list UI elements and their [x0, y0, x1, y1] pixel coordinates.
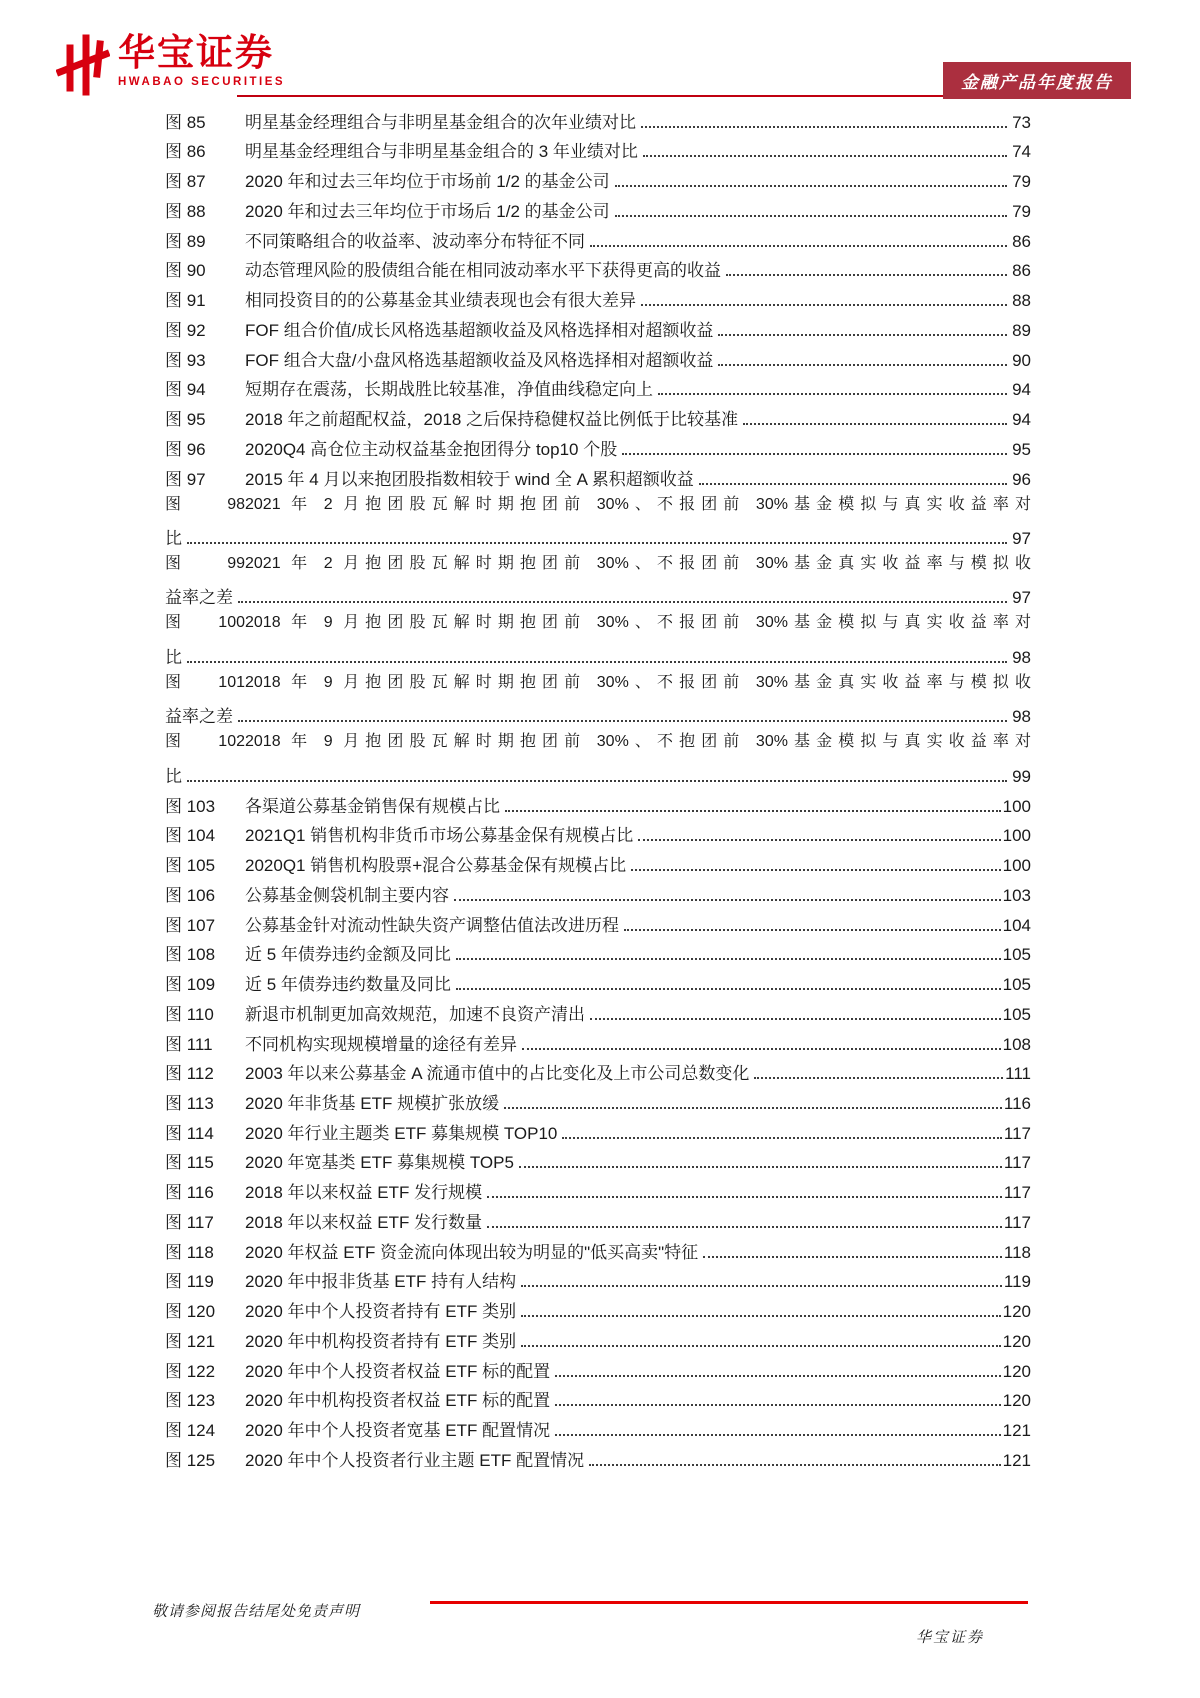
page-number: 104: [1002, 915, 1031, 935]
figure-title: 2021Q1 销售机构非货币市场公募基金保有规模占比: [245, 826, 634, 846]
dot-leader: [521, 1345, 1001, 1347]
figure-title: 2020 年和过去三年均位于市场前 1/2 的基金公司: [245, 172, 610, 192]
toc-entry: [165, 222, 1031, 252]
toc-entry: [165, 311, 1031, 341]
toc-entry: [165, 400, 1031, 430]
figure-label: 图 116: [165, 1183, 214, 1203]
page-number: 100: [1002, 856, 1031, 876]
page-number: 120: [1002, 1302, 1031, 1322]
figure-title: 2020 年权益 ETF 资金流向体现出较为明显的"低买高卖"特征: [245, 1242, 699, 1262]
figure-title: 新退市机制更加高效规范，加速不良资产清出: [245, 1004, 585, 1024]
page-number: 79: [1012, 172, 1031, 192]
figure-title: 2018 年 9 月抱团股瓦解时期抱团前 30%、不抱团前 30%基金模拟与真实收益率对: [245, 733, 1031, 751]
dot-leader: [743, 423, 1007, 425]
toc-entry: [165, 876, 1031, 906]
figure-title: 近 5 年债券违约金额及同比: [245, 945, 451, 965]
figure-label: 图 114: [165, 1123, 214, 1143]
toc-list: [165, 103, 1031, 1471]
toc-entry: [165, 133, 1031, 163]
toc-entry-continuation: [165, 519, 1031, 549]
footer-brand-text: 华宝证券: [916, 1629, 985, 1646]
toc-entry: [165, 460, 1031, 490]
figure-label: 图 119: [165, 1272, 214, 1292]
dot-leader: [718, 364, 1007, 366]
figure-title: 公募基金针对流动性缺失资产调整估值法改进历程: [245, 915, 619, 935]
figure-label: 图 99: [165, 555, 245, 573]
figure-label: 图 89: [165, 231, 206, 251]
figure-title-continued: 益率之差: [165, 588, 233, 608]
figure-title: 2020 年中报非货基 ETF 持有人结构: [245, 1272, 517, 1292]
dot-leader: [505, 810, 1001, 812]
figure-title: 各渠道公募基金销售保有规模占比: [245, 796, 500, 816]
toc-entry: [165, 1263, 1031, 1293]
figure-title: 2021 年 2 月抱团股瓦解时期抱团前 30%、不报团前 30%基金真实收益率与模拟收: [245, 555, 1031, 573]
dot-leader: [631, 869, 1000, 871]
figure-label: 图 113: [165, 1093, 214, 1113]
logo-english-text: HWABAO SECURITIES: [118, 76, 286, 88]
page-number: 98: [1012, 707, 1031, 727]
figure-title: 2020 年行业主题类 ETF 募集规模 TOP10: [245, 1123, 558, 1143]
figure-label: 图 111: [165, 1034, 213, 1054]
toc-entry: [165, 1292, 1031, 1322]
figure-title: 2020 年非货基 ETF 规模扩张放缓: [245, 1093, 500, 1113]
page-number: 111: [1005, 1064, 1031, 1084]
toc-entry: [165, 1055, 1031, 1085]
toc-entry: [165, 549, 1031, 579]
dot-leader: [555, 1404, 1001, 1406]
dot-leader: [590, 245, 1007, 247]
toc-entry: [165, 787, 1031, 817]
dot-leader: [519, 1166, 1002, 1168]
figure-label: 图 122: [165, 1361, 216, 1381]
figure-title: 短期存在震荡，长期战胜比较基准，净值曲线稳定向上: [245, 380, 653, 400]
page-number: 117: [1003, 1183, 1031, 1203]
logo-text-block: [118, 34, 285, 88]
figure-title: 不同机构实现规模增量的途径有差异: [245, 1034, 517, 1054]
figure-label: 图 123: [165, 1391, 216, 1411]
figure-label: 图 112: [165, 1064, 214, 1084]
hwabao-logo-icon: [56, 34, 110, 96]
toc-entry: [165, 846, 1031, 876]
figure-label: 图 98: [165, 495, 245, 513]
toc-entry: [165, 1411, 1031, 1441]
figure-title: 2018 年 9 月抱团股瓦解时期抱团前 30%、不报团前 30%基金模拟与真实收益率对: [245, 614, 1031, 632]
toc-entry: [165, 936, 1031, 966]
page-number: 97: [1012, 529, 1031, 549]
toc-entry: [165, 1084, 1031, 1114]
dot-leader: [521, 1315, 1001, 1317]
dot-leader: [487, 1196, 1002, 1198]
page-number: 95: [1012, 439, 1031, 459]
figure-title: FOF 组合价值/成长风格选基超额收益及风格选择相对超额收益: [245, 320, 714, 340]
page-number: 97: [1012, 588, 1031, 608]
figure-title: 相同投资目的的公募基金其业绩表现也会有很大差异: [245, 291, 636, 311]
figure-label: 图 96: [165, 439, 206, 459]
toc-entry: [165, 1114, 1031, 1144]
dot-leader: [590, 1018, 1001, 1020]
page-number: 105: [1002, 1004, 1031, 1024]
figure-title: 动态管理风险的股债组合能在相同波动率水平下获得更高的收益: [245, 261, 721, 281]
figure-title: 近 5 年债券违约数量及同比: [245, 975, 451, 995]
figure-title: 2020 年和过去三年均位于市场后 1/2 的基金公司: [245, 201, 610, 221]
figure-title-continued: 比: [165, 529, 182, 549]
dot-leader: [454, 899, 1001, 901]
report-type-badge-label: 金融产品年度报告: [961, 73, 1113, 92]
figure-title: 2018 年 9 月抱团股瓦解时期抱团前 30%、不报团前 30%基金真实收益率与模拟收: [245, 673, 1031, 691]
dot-leader: [187, 542, 1007, 544]
toc-entry: [165, 668, 1031, 698]
figure-label: 图 107: [165, 915, 216, 935]
toc-entry-continuation: [165, 638, 1031, 668]
toc-entry: [165, 430, 1031, 460]
toc-entry: [165, 281, 1031, 311]
figure-label: 图 93: [165, 350, 206, 370]
figure-title: 2020 年中个人投资者持有 ETF 类别: [245, 1302, 517, 1322]
figure-label: 图 105: [165, 856, 216, 876]
toc-entry-continuation: [165, 579, 1031, 609]
dot-leader: [238, 720, 1007, 722]
figure-label: 图 95: [165, 410, 206, 430]
figure-title: 2020Q4 高仓位主动权益基金抱团得分 top10 个股: [245, 439, 618, 459]
figure-title: 2018 年以来权益 ETF 发行数量: [245, 1212, 483, 1232]
page-number: 79: [1012, 201, 1031, 221]
figure-label: 图 85: [165, 112, 206, 132]
dot-leader: [456, 988, 1001, 990]
toc-entry-continuation: [165, 698, 1031, 728]
figure-label: 图 108: [165, 945, 216, 965]
dot-leader: [589, 1464, 1001, 1466]
dot-leader: [615, 215, 1007, 217]
toc-entry: [165, 965, 1031, 995]
dot-leader: [562, 1137, 1002, 1139]
toc-entry: [165, 490, 1031, 520]
dot-leader: [238, 601, 1007, 603]
page-number: 105: [1002, 975, 1031, 995]
toc-entry: [165, 192, 1031, 222]
figure-title: 2021 年 2 月抱团股瓦解时期抱团前 30%、不报团前 30%基金模拟与真实收益率对: [245, 495, 1031, 513]
toc-entry: [165, 1203, 1031, 1233]
figure-label: 图 87: [165, 172, 206, 192]
figure-label: 图 90: [165, 261, 206, 281]
figure-title: 2020 年中机构投资者持有 ETF 类别: [245, 1331, 517, 1351]
report-type-badge: [943, 62, 1131, 99]
figure-label: 图 100: [165, 614, 245, 632]
figure-label: 图 109: [165, 975, 216, 995]
page-footer: [0, 1560, 1200, 1698]
figure-label: 图 125: [165, 1450, 216, 1470]
page-number: 88: [1012, 291, 1031, 311]
toc-entry: [165, 727, 1031, 757]
toc-entry: [165, 995, 1031, 1025]
toc-entry: [165, 817, 1031, 847]
page-number: 118: [1003, 1242, 1031, 1262]
page-number: 86: [1012, 261, 1031, 281]
figure-title-continued: 比: [165, 647, 182, 667]
figure-title-continued: 益率之差: [165, 707, 233, 727]
figure-label: 图 101: [165, 673, 245, 691]
page-number: 120: [1002, 1361, 1031, 1381]
figure-title: 2020 年宽基类 ETF 募集规模 TOP5: [245, 1153, 514, 1173]
dot-leader: [718, 334, 1007, 336]
toc-entry: [165, 103, 1031, 133]
dot-leader: [187, 661, 1007, 663]
dot-leader: [615, 185, 1007, 187]
toc-entry: [165, 608, 1031, 638]
toc-entry: [165, 1382, 1031, 1412]
figure-title: 2018 年之前超配权益，2018 之后保持稳健权益比例低于比较基准: [245, 410, 739, 430]
dot-leader: [641, 304, 1007, 306]
page-number: 98: [1012, 647, 1031, 667]
page-number: 117: [1003, 1123, 1031, 1143]
page-number: 99: [1012, 766, 1031, 786]
toc-entry: [165, 252, 1031, 282]
figure-label: 图 103: [165, 796, 216, 816]
toc-entry: [165, 1144, 1031, 1174]
figure-label: 图 115: [165, 1153, 214, 1173]
figure-title: 2015 年 4 月以来抱团股指数相较于 wind 全 A 累积超额收益: [245, 469, 694, 489]
dot-leader: [487, 1226, 1002, 1228]
dot-leader: [641, 126, 1007, 128]
figure-label: 图 120: [165, 1302, 216, 1322]
page-number: 116: [1003, 1093, 1031, 1113]
figure-label: 图 88: [165, 201, 206, 221]
toc-entry: [165, 1025, 1031, 1055]
dot-leader: [643, 155, 1007, 157]
toc-entry: [165, 371, 1031, 401]
figure-label: 图 118: [165, 1242, 214, 1262]
page-number: 121: [1002, 1421, 1031, 1441]
dot-leader: [726, 274, 1007, 276]
page-number: 105: [1002, 945, 1031, 965]
dot-leader: [699, 483, 1007, 485]
dot-leader: [624, 929, 1001, 931]
figure-title: 2020Q1 销售机构股票+混合公募基金保有规模占比: [245, 856, 627, 876]
figure-title: 明星基金经理组合与非明星基金组合的次年业绩对比: [245, 112, 636, 132]
header-rule: [237, 95, 943, 97]
dot-leader: [522, 1048, 1001, 1050]
figure-label: 图 110: [165, 1004, 214, 1024]
disclaimer-text: 敬请参阅报告结尾处免责声明: [152, 1603, 361, 1620]
figure-title: 不同策略组合的收益率、波动率分布特征不同: [245, 231, 585, 251]
figure-label: 图 121: [165, 1331, 216, 1351]
dot-leader: [187, 780, 1007, 782]
toc-entry: [165, 1352, 1031, 1382]
page-number: 96: [1012, 469, 1031, 489]
page-number: 120: [1002, 1391, 1031, 1411]
toc-entry: [165, 1173, 1031, 1203]
dot-leader: [622, 453, 1007, 455]
figure-title: FOF 组合大盘/小盘风格选基超额收益及风格选择相对超额收益: [245, 350, 714, 370]
dot-leader: [504, 1107, 1002, 1109]
figure-label: 图 91: [165, 291, 206, 311]
figure-label: 图 117: [165, 1212, 214, 1232]
figure-title: 2020 年中个人投资者权益 ETF 标的配置: [245, 1361, 551, 1381]
page-number: 90: [1012, 350, 1031, 370]
figure-label: 图 106: [165, 885, 216, 905]
figure-label: 图 104: [165, 826, 216, 846]
hwabao-logo: [56, 34, 285, 96]
page-number: 94: [1012, 410, 1031, 430]
dot-leader: [521, 1285, 1002, 1287]
figure-title: 2018 年以来权益 ETF 发行规模: [245, 1183, 483, 1203]
page-number: 100: [1002, 826, 1031, 846]
figure-title: 2020 年中个人投资者宽基 ETF 配置情况: [245, 1421, 551, 1441]
dot-leader: [658, 393, 1007, 395]
dot-leader: [754, 1077, 1003, 1079]
figure-label: 图 124: [165, 1421, 216, 1441]
page-number: 74: [1012, 142, 1031, 162]
page-number: 73: [1012, 112, 1031, 132]
toc-entry: [165, 1441, 1031, 1471]
figure-label: 图 92: [165, 320, 206, 340]
page-number: 117: [1003, 1212, 1031, 1232]
page-number: 121: [1002, 1450, 1031, 1470]
dot-leader: [555, 1434, 1001, 1436]
footer-rule: [430, 1601, 1028, 1604]
page-number: 100: [1002, 796, 1031, 816]
toc-entry: [165, 1233, 1031, 1263]
toc-entry-continuation: [165, 757, 1031, 787]
figure-title: 2020 年中机构投资者权益 ETF 标的配置: [245, 1391, 551, 1411]
figure-title: 2020 年中个人投资者行业主题 ETF 配置情况: [245, 1450, 585, 1470]
figure-title-continued: 比: [165, 766, 182, 786]
figure-label: 图 86: [165, 142, 206, 162]
dot-leader: [555, 1375, 1001, 1377]
page-number: 108: [1002, 1034, 1031, 1054]
page-number: 94: [1012, 380, 1031, 400]
page-number: 117: [1003, 1153, 1031, 1173]
figure-label: 图 102: [165, 733, 245, 751]
toc-entry: [165, 906, 1031, 936]
page-number: 120: [1002, 1331, 1031, 1351]
page-number: 86: [1012, 231, 1031, 251]
figure-title: 2003 年以来公募基金 A 流通市值中的占比变化及上市公司总数变化: [245, 1064, 750, 1084]
figure-label: 图 97: [165, 469, 206, 489]
dot-leader: [456, 958, 1001, 960]
page-header: [0, 0, 1200, 105]
figure-label: 图 94: [165, 380, 206, 400]
page-number: 119: [1003, 1272, 1031, 1292]
toc-entry: [165, 1322, 1031, 1352]
page-number: 103: [1002, 885, 1031, 905]
toc-entry: [165, 162, 1031, 192]
figure-title: 公募基金侧袋机制主要内容: [245, 885, 449, 905]
page-number: 89: [1012, 320, 1031, 340]
toc-entry: [165, 341, 1031, 371]
dot-leader: [703, 1256, 1002, 1258]
dot-leader: [638, 839, 1000, 841]
logo-chinese-text: 华宝证券: [118, 32, 274, 73]
figure-title: 明星基金经理组合与非明星基金组合的 3 年业绩对比: [245, 142, 638, 162]
